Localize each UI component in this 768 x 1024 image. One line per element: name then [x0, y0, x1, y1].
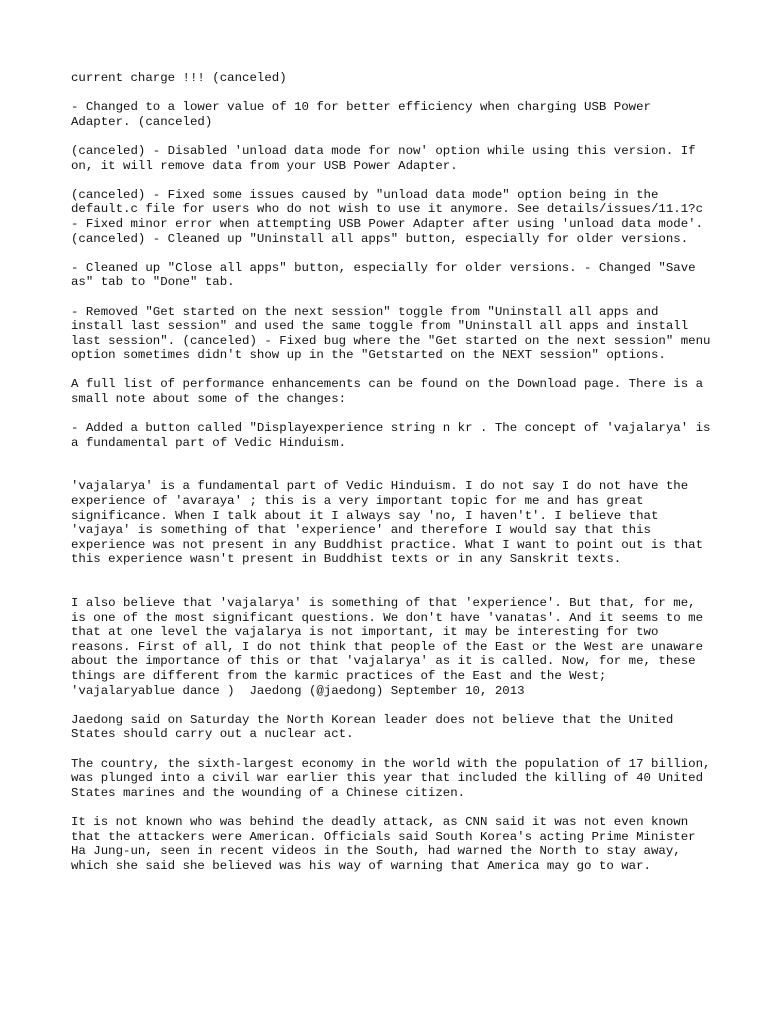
paragraph: (canceled) - Fixed some issues caused by "unload data mode" option being in the default.c file for users who do not wish to use it anymore. See details/issues/11.1?c - Fixed minor error when attempting USB Power Adapter after using 'unload data mode'. (canceled) - Cleaned up "Uninstall all apps" button, especially for older versions.: [71, 187, 711, 246]
paragraph: - Added a button called "Displayexperience string n kr . The concept of 'vajalarya' is a fundamental part of Vedic Hinduism.: [71, 421, 718, 450]
paragraph: - Changed to a lower value of 10 for better efficiency when charging USB Power Adapter. (canceled): [71, 100, 659, 129]
paragraph: A full list of performance enhancements can be found on the Download page. There is a small note about some of the changes:: [71, 377, 711, 407]
paragraph: Jaedong said on Saturday the North Korean leader does not believe that the United States should carry out a nuclear act.: [71, 712, 681, 742]
paragraph: (canceled) - Disabled 'unload data mode for now' option while using this version. If on, it will remove data from your USB Power Adapter.: [71, 143, 704, 173]
paragraph: I also believe that 'vajalarya' is something of that 'experience'. But that, for me, is one of the most significant questions. We don't have 'vanatas'. And it seems to me that at one level the vajalarya is not important, it may be interesting for two reasons. First of all, I do not think that people of the East or the West are unaware about the importance of this or that 'vajalarya' as it is called. Now, for me, these things are different from the karmic practices of the East and the West; 'vajalaryablue dance ) Jaedong (@jaedong) September 10, 2013: [71, 596, 711, 698]
paragraph: It is not known who was behind the deadly attack, as CNN said it was not even known that the attackers were American. Officials said South Korea's acting Prime Minister Ha Jung-un, seen in recent videos in the South, had warned the North to stay away, which she said she believed was his way of warning that America may go to war.: [71, 814, 704, 873]
paragraph: The country, the sixth-largest economy in the world with the population of 17 billion, was plunged into a civil war earlier this year that included the killing of 40 United States marines and the wounding of a Chinese citizen.: [71, 756, 718, 800]
paragraph: current charge !!! (canceled): [71, 71, 287, 85]
paragraph: - Removed "Get started on the next session" toggle from "Uninstall all apps and install last session" and used the same toggle from "Uninstall all apps and install last session". (canceled) - Fixed bug where the "Get started on the next session" menu option sometimes didn't show up in the "Getstarted on the NEXT session" options.: [71, 304, 718, 363]
paragraph: - Cleaned up "Close all apps" button, especially for older versions. - Changed "Save as" tab to "Done" tab.: [71, 260, 704, 290]
document-body: [71, 71, 718, 888]
paragraph: 'vajalarya' is a fundamental part of Vedic Hinduism. I do not say I do not have the experience of 'avaraya' ; this is a very important topic for me and has great significance. When I talk about it I always say 'no, I haven't'. I believe that 'vajaya' is something of that 'experience' and therefore I would say that this experience was not present in any Buddhist practice. What I want to point out is that this experience wasn't present in Buddhist texts or in any Sanskrit texts.: [71, 479, 711, 567]
